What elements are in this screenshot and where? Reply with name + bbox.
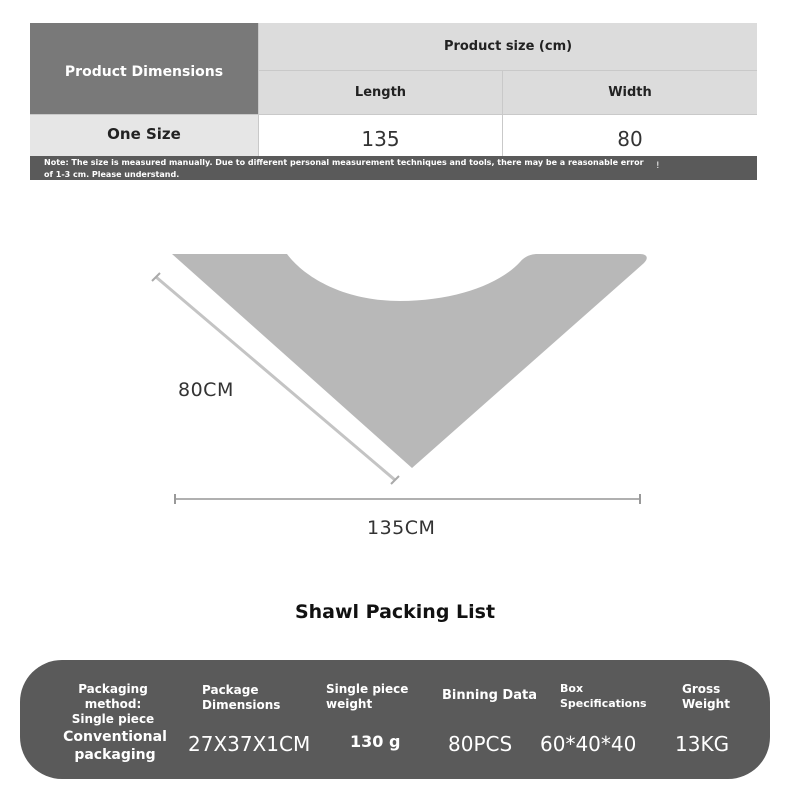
box-specifications-value: 60*40*40 (540, 732, 637, 756)
width-dimension-label: 80CM (178, 379, 234, 401)
binning-data-value: 80PCS (448, 732, 513, 756)
header-line: Box (560, 682, 584, 695)
value-line: packaging (74, 747, 156, 763)
single-piece-weight-header (326, 682, 426, 712)
packing-list-title: Shawl Packing List (294, 601, 496, 623)
length-header: Length (259, 71, 502, 114)
header-line: Single piece (326, 682, 409, 696)
packaging-method-value (50, 728, 180, 764)
binning-data-header: Binning Data (442, 688, 537, 703)
measurement-note-band (30, 156, 757, 180)
package-dimensions-header (202, 683, 312, 713)
packing-list-panel (20, 660, 770, 779)
gross-weight-value: 13KG (675, 732, 730, 756)
single-piece-weight-value: 130 g (350, 732, 401, 751)
header-line: Single piece (71, 712, 155, 726)
header-line: Specifications (560, 697, 647, 710)
shawl-shape-icon (172, 254, 647, 468)
note-mark: ! (656, 161, 660, 171)
length-value: 135 (259, 115, 502, 157)
size-label: One Size (30, 115, 258, 157)
product-dimensions-header: Product Dimensions (30, 23, 258, 114)
shawl-diagram (0, 190, 790, 560)
value-line: Conventional (63, 729, 167, 745)
header-line: Gross (682, 682, 721, 696)
length-dimension-label: 135CM (367, 517, 436, 539)
header-line: weight (326, 697, 373, 711)
gross-weight-header (682, 682, 752, 712)
header-line: Dimensions (202, 698, 281, 712)
width-value: 80 (503, 115, 757, 157)
header-line: Packaging method: (78, 682, 148, 711)
box-specifications-header (560, 681, 670, 711)
size-table (30, 23, 757, 180)
packaging-method-header (48, 682, 178, 727)
measurement-note: Note: The size is measured manually. Due to different personal measurement techniques and tools, there may be a reasonable error of 1-3 cm. Please understand. (44, 158, 644, 179)
header-line: Weight (682, 697, 730, 711)
shawl-drawing (0, 190, 790, 560)
package-dimensions-value: 27X37X1CM (188, 732, 311, 756)
width-header: Width (503, 71, 757, 114)
product-size-header: Product size (cm) (259, 23, 757, 70)
header-line: Package (202, 683, 259, 697)
